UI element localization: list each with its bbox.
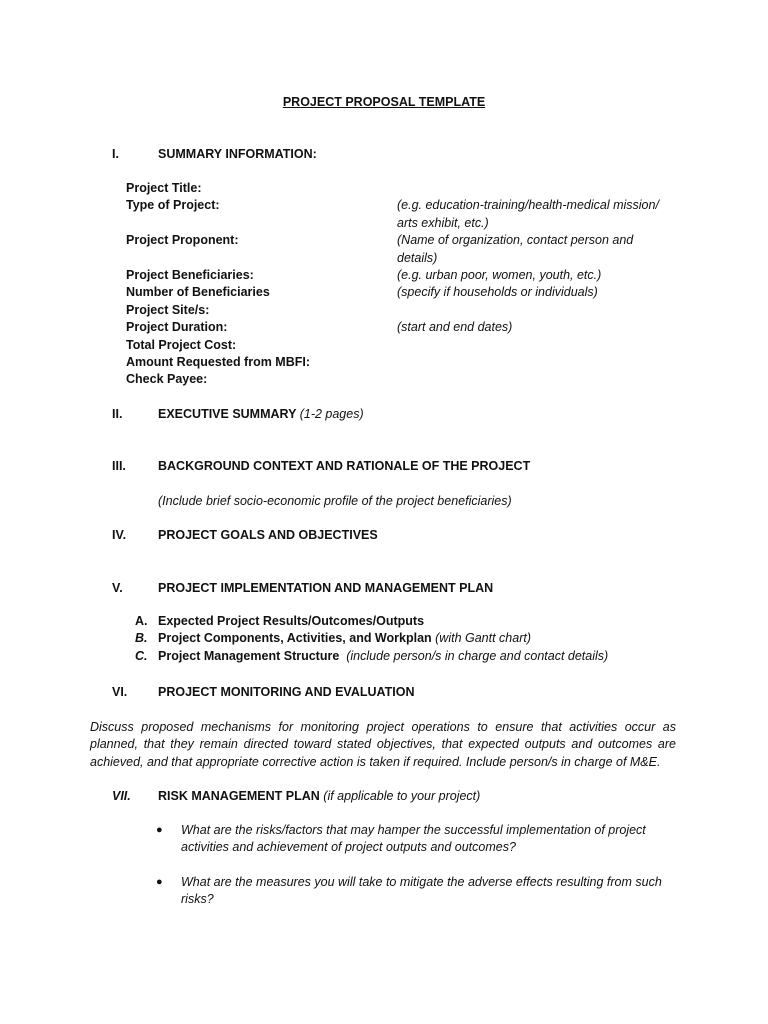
section-number: V. xyxy=(112,581,123,595)
document-title: PROJECT PROPOSAL TEMPLATE xyxy=(282,95,486,109)
list-letter: A. xyxy=(135,614,148,628)
field-hint: (e.g. education-training/health-medical mission/ xyxy=(397,198,659,213)
list-label-wrap xyxy=(158,630,531,647)
field-label: Check Payee: xyxy=(126,372,208,387)
field-hint: details) xyxy=(397,250,438,265)
field-label: Project Title: xyxy=(126,181,202,195)
section-title-wrap xyxy=(158,788,480,805)
risk-bullet-list xyxy=(156,822,676,907)
section-number: VI. xyxy=(112,685,128,699)
field-label: Project Duration: xyxy=(126,320,228,335)
section-title-wrap xyxy=(158,406,364,423)
section-note: (1-2 pages) xyxy=(299,407,364,421)
list-label: Project Components, Activities, and Workplan xyxy=(158,631,432,646)
section-title: EXECUTIVE SUMMARY xyxy=(158,407,297,421)
bullet-icon: ● xyxy=(156,876,163,888)
field-label: Total Project Cost: xyxy=(126,337,237,352)
list-item xyxy=(156,822,676,874)
list-label-wrap xyxy=(158,648,608,665)
field-hint: (Name of organization, contact person and xyxy=(397,233,634,248)
section-number: II. xyxy=(112,407,123,421)
field-hint: arts exhibit, etc.) xyxy=(397,215,489,230)
list-letter: B. xyxy=(135,631,148,646)
list-label: Project Management Structure xyxy=(158,648,340,663)
list-label-wrap xyxy=(158,613,424,630)
field-label: Amount Requested from MBFI: xyxy=(126,354,311,369)
list-label: Expected Project Results/Outcomes/Outputs xyxy=(158,614,425,628)
section-title: PROJECT GOALS AND OBJECTIVES xyxy=(158,528,378,542)
list-extra: (with Gantt chart) xyxy=(431,631,532,646)
risk-question: What are the risks/factors that may hamper the successful implementation of project activities and achievement of project outputs and outcomes? xyxy=(181,823,646,855)
field-hint: (specify if households or individuals) xyxy=(397,285,598,300)
section-title: PROJECT MONITORING AND EVALUATION xyxy=(158,685,415,699)
section-title: RISK MANAGEMENT PLAN xyxy=(158,789,320,803)
field-label: Project Proponent: xyxy=(126,233,239,248)
section-number: IV. xyxy=(112,528,127,542)
section-title: SUMMARY INFORMATION: xyxy=(158,147,317,161)
field-label: Project Beneficiaries: xyxy=(126,267,254,282)
section-number: I. xyxy=(112,147,119,161)
section-note: (if applicable to your project) xyxy=(323,789,481,803)
risk-question: What are the measures you will take to mitigate the adverse effects resulting from such risks? xyxy=(181,875,662,907)
section-number: III. xyxy=(112,459,126,473)
section-title: PROJECT IMPLEMENTATION AND MANAGEMENT PLAN xyxy=(158,581,494,595)
field-label: Project Site/s: xyxy=(126,302,210,317)
field-hint: (start and end dates) xyxy=(397,320,513,335)
section-number: VII. xyxy=(112,789,131,803)
field-label: Number of Beneficiaries xyxy=(126,285,270,300)
monitoring-paragraph: Discuss proposed mechanisms for monitoring project operations to ensure that activities occur as planned, that they remain directed toward stated objectives, that expected outputs and outcomes are achieved, and that appropriate corrective action is taken if required. Include person/s in charge of M&E. xyxy=(90,720,676,769)
field-hint: (e.g. urban poor, women, youth, etc.) xyxy=(397,267,602,282)
background-note: (Include brief socio-economic profile of the project beneficiaries) xyxy=(158,494,512,508)
list-extra: (include person/s in charge and contact details) xyxy=(339,648,609,663)
list-letter: C. xyxy=(135,648,148,663)
bullet-icon: ● xyxy=(156,824,163,836)
field-label: Type of Project: xyxy=(126,198,220,213)
section-title: BACKGROUND CONTEXT AND RATIONALE OF THE PROJECT xyxy=(158,459,531,473)
